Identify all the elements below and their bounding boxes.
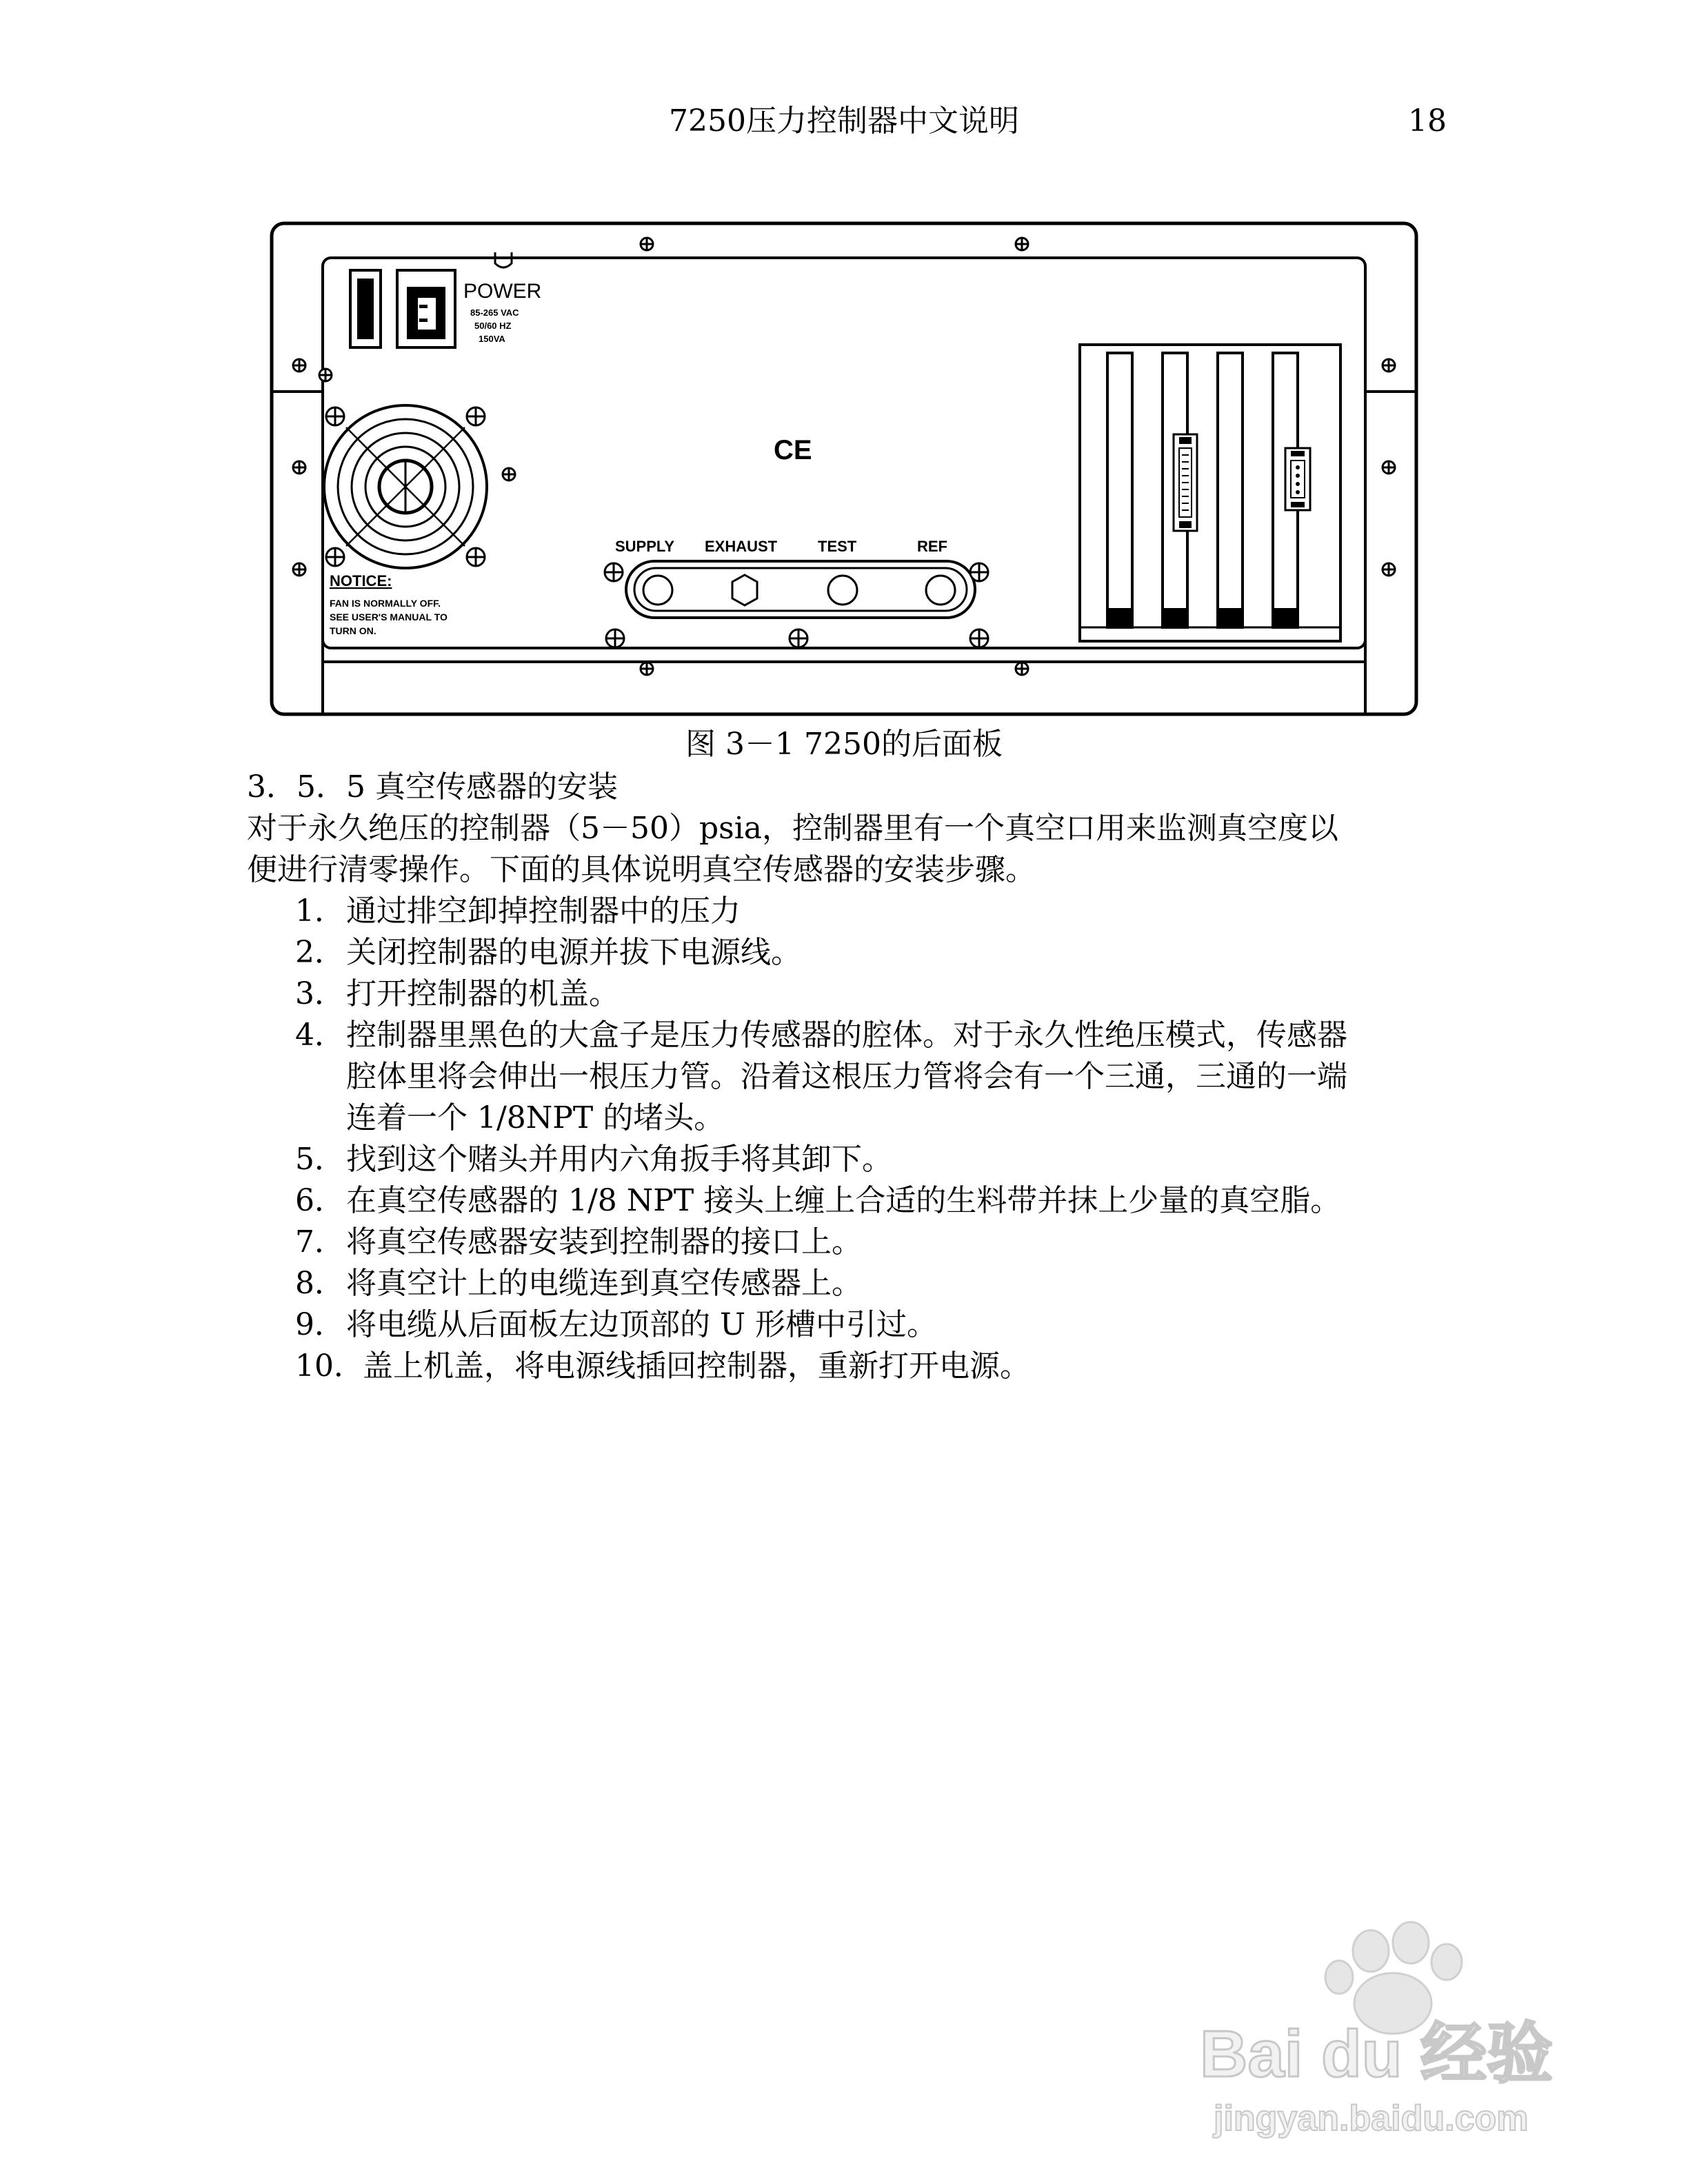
notice-line-2: SEE USER'S MANUAL TO (330, 611, 448, 623)
step-text: 关闭控制器的电源并拔下电源线。 (346, 935, 801, 970)
intro-line-2: 便进行清零操作。下面的具体说明真空传感器的安装步骤。 (247, 852, 1036, 887)
step-number: 10． (295, 1348, 364, 1384)
step-number: 8． (295, 1266, 345, 1301)
ce-mark: CE (774, 435, 812, 465)
step-number: 5． (295, 1142, 345, 1177)
step-number: 1． (295, 893, 345, 929)
step-number: 3． (295, 976, 345, 1011)
ref-port-icon (926, 576, 955, 605)
rear-panel-drawing (269, 221, 1420, 718)
step-text: 腔体里将会伸出一根压力管。沿着这根压力管将会有一个三通，三通的一端 (346, 1059, 1347, 1094)
port-label-supply: SUPPLY (615, 538, 675, 555)
port-label-exhaust: EXHAUST (705, 538, 778, 555)
supply-port-icon (643, 576, 672, 605)
test-port-icon (828, 576, 857, 605)
step-number: 6． (295, 1183, 345, 1218)
page-header-title: 7250压力控制器中文说明 (669, 103, 1019, 139)
card-cage (1080, 345, 1340, 641)
power-spec-3: 150VA (479, 334, 505, 344)
list-item (247, 1015, 1447, 1139)
section-body (247, 767, 1447, 1387)
step-number: 9． (295, 1307, 345, 1342)
figure-caption: 图 3－1 7250的后面板 (685, 727, 1003, 762)
notice-line-3: TURN ON. (330, 625, 376, 636)
section-title: 3．5．5 真空传感器的安装 (247, 769, 618, 805)
step-text: 连着一个 1/8NPT 的堵头。 (346, 1100, 725, 1135)
baidu-watermark (1186, 1903, 1600, 2151)
step-text: 打开控制器的机盖。 (346, 976, 619, 1011)
step-number: 4． (295, 1018, 345, 1053)
exhaust-port-icon (732, 575, 757, 605)
step-text: 在真空传感器的 1/8 NPT 接头上缠上合适的生料带并抹上少量的真空脂。 (346, 1183, 1341, 1218)
rear-panel-figure (269, 221, 1420, 718)
list-item (247, 973, 1447, 1015)
step-text: 将真空计上的电缆连到真空传感器上。 (346, 1266, 862, 1301)
power-spec-1: 85-265 VAC (470, 307, 519, 318)
list-item (247, 1180, 1447, 1222)
port-label-ref: REF (917, 538, 947, 555)
port-label-test: TEST (818, 538, 857, 555)
list-item (247, 1263, 1447, 1304)
list-item (247, 1346, 1447, 1387)
step-number: 7． (295, 1224, 345, 1260)
list-item (247, 932, 1447, 973)
notice-line-1: FAN IS NORMALLY OFF. (330, 598, 441, 609)
power-label: POWER (463, 280, 542, 303)
list-item (247, 891, 1447, 932)
watermark-brand: Bai du 经验 (1200, 2017, 1554, 2091)
step-text: 控制器里黑色的大盒子是压力传感器的腔体。对于永久性绝压模式，传感器 (346, 1018, 1347, 1053)
page-number: 18 (1408, 103, 1447, 139)
step-text: 通过排空卸掉控制器中的压力 (346, 893, 741, 929)
watermark-url: jingyan.baidu.com (1214, 2099, 1529, 2138)
step-text: 将电缆从后面板左边顶部的 U 形槽中引过。 (346, 1307, 938, 1342)
notice-title: NOTICE: (330, 572, 392, 589)
step-text: 找到这个赌头并用内六角扳手将其卸下。 (346, 1142, 892, 1177)
list-item (247, 1222, 1447, 1263)
step-text: 将真空传感器安装到控制器的接口上。 (346, 1224, 862, 1260)
installation-steps (247, 891, 1447, 1387)
list-item (247, 1139, 1447, 1180)
fan-grille-icon (324, 405, 487, 568)
list-item (247, 1304, 1447, 1346)
power-spec-2: 50/60 HZ (474, 321, 512, 331)
step-text: 盖上机盖，将电源线插回控制器，重新打开电源。 (363, 1348, 1030, 1384)
intro-line-1: 对于永久绝压的控制器（5－50）psia，控制器里有一个真空口用来监测真空度以 (247, 811, 1339, 846)
step-number: 2． (295, 935, 345, 970)
